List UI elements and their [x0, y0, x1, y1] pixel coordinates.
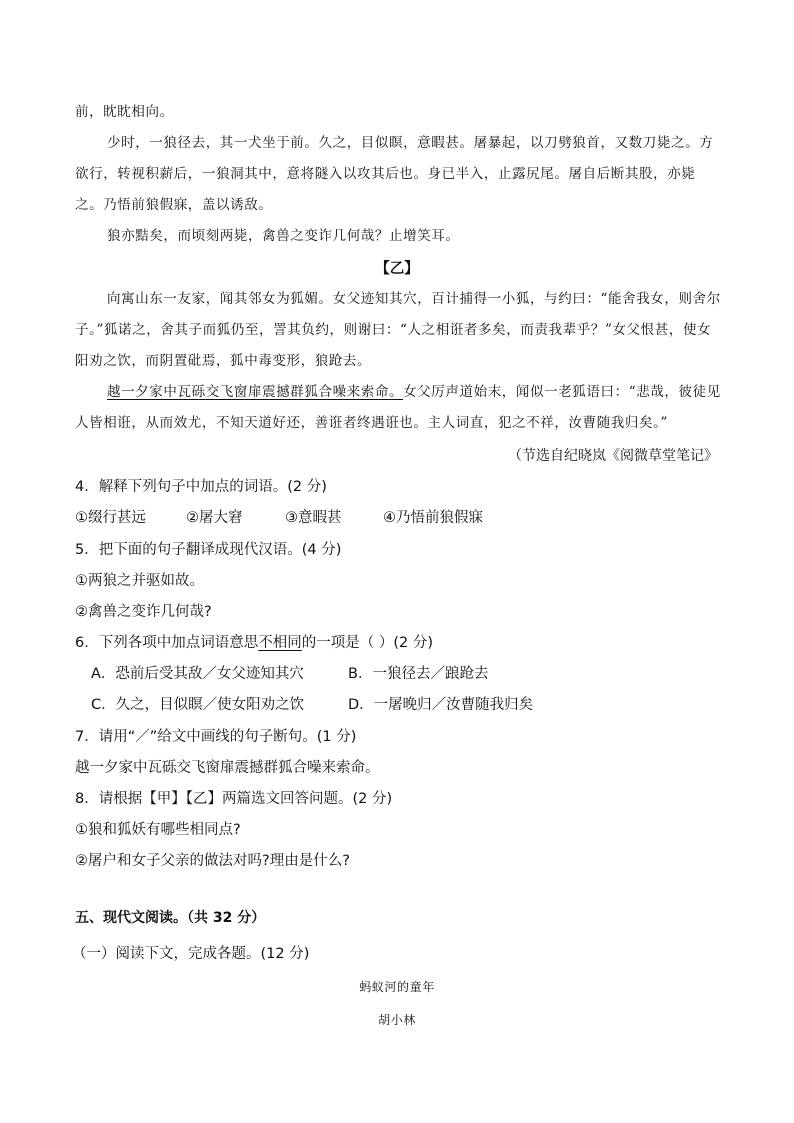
passage-jia-tail: 前，眈眈相向。 — [75, 104, 174, 120]
article-author: 胡小林 — [378, 1013, 416, 1027]
passage-yi-paragraph-2 — [75, 377, 723, 439]
source-note: （节选自纪晓岚《阅微草堂笔记》 — [508, 448, 718, 464]
section-5-title: 五、现代文阅读。（共 32 分） — [75, 910, 266, 926]
passage-jia-paragraph-1: 少时，一狼径去，其一犬坐于前。久之，目似瞑，意暇甚。屠暴起，以刀劈狼首，又数刀毙之。方欲行，转视积薪后，一狼洞其中，意将隧入以攻其后也。身已半入，止露尻尾。屠自后断其股，亦毙之。乃悟前狼假寐，盖以诱敌。 — [75, 135, 714, 213]
article-title: 蚂蚁河的童年 — [359, 980, 435, 994]
question-8-item: ②屠户和女子父亲的做法对吗?理由是什么? — [75, 853, 350, 869]
question-7-sentence: 越一夕家中瓦砾交飞窗扉震撼群狐合噪来索命。 — [75, 760, 380, 776]
subsection-1-title: （一）阅读下文，完成各题。(12 分) — [72, 946, 310, 962]
question-5-title: 5．把下面的句子翻译成现代汉语。(4 分) — [75, 542, 342, 558]
question-6-title-underlined: 不相同 — [258, 635, 302, 651]
underlined-sentence: 越一夕家中瓦砾交飞窗扉震撼群狐合噪来索命。 — [107, 384, 404, 400]
question-6-option-c: C．久之，目似瞑／使女阳劝之饮 — [91, 697, 305, 713]
question-6-title — [75, 633, 433, 653]
question-6-option-b: B．一狼径去／踉跄去 — [348, 666, 489, 682]
passage-yi-paragraph-1: 向寓山东一友家，闻其邻女为狐媚。女父迹知其穴，百计捕得一小狐，与约曰：“能舍我女，则舍尔子。”狐诺之，舍其子而狐仍至，詈其负约，则谢曰：“人之相诳者多矣，而责我辈乎？”女父恨甚，使女阳劝之饮，而阴置砒焉，狐中毒变形，狼跄去。 — [75, 291, 721, 369]
question-5-item: ②禽兽之变诈几何哉? — [75, 604, 212, 620]
question-8-item: ①狼和狐妖有哪些相同点? — [75, 822, 241, 838]
passage-yi-paragraph-2-rest: 女父厉声道始末，闻似一老狐语曰：“悲哉，彼徒见人皆相诳，从而效尤，不知天道好还，善诳者终遇诳也。主人词直，犯之不祥，汝曹随我归矣。” — [75, 384, 721, 431]
question-6-option-a: A．恐前后受其敌／女父迹知其穴 — [91, 666, 304, 682]
question-4-item: ④乃悟前狼假寐 — [383, 510, 483, 526]
question-8-title: 8．请根据【甲】【乙】两篇选文回答问题。(2 分) — [75, 791, 393, 807]
question-7-title: 7．请用“／”给文中画线的句子断句。(1 分) — [75, 729, 357, 745]
question-4-title: 4．解释下列句子中加点的词语。(2 分) — [75, 479, 327, 495]
question-4-item: ③意暇甚 — [285, 510, 342, 526]
question-4-item: ②屠大窘 — [186, 510, 243, 526]
question-4-item: ①缀行甚远 — [75, 510, 146, 526]
question-6-title-post: 的一项是（ ）(2 分) — [301, 635, 433, 651]
question-6-option-d: D．一屠晚归／汝曹随我归矣 — [348, 697, 534, 713]
passage-jia-paragraph-2: 狼亦黠矣，而顷刻两毙，禽兽之变诈几何哉？止增笑耳。 — [107, 228, 460, 244]
yi-heading: 【乙】 — [375, 261, 419, 277]
question-5-item: ①两狼之并驱如故。 — [75, 573, 204, 589]
question-6-title-pre: 6．下列各项中加点词语意思 — [75, 635, 259, 651]
